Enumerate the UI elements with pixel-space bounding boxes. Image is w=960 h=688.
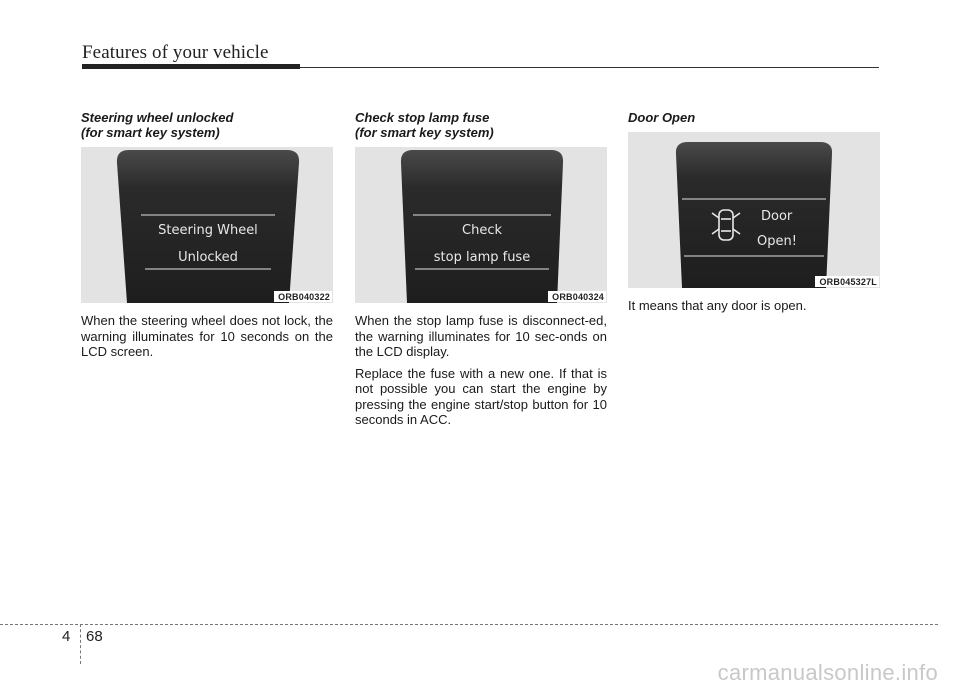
lcd-screen-shape — [676, 142, 832, 288]
section-title: Steering wheel unlocked (for smart key system) — [81, 110, 234, 140]
lcd-line-2: stop lamp fuse — [433, 250, 531, 265]
lcd-line-2: Open! — [757, 234, 797, 249]
section-steering-wheel-unlocked — [81, 110, 333, 360]
chapter-number: 4 — [62, 628, 71, 645]
section-paragraph: It means that any door is open. — [628, 298, 807, 313]
lcd-line-1: Steering Wheel — [158, 223, 258, 238]
lcd-line-1: Check — [462, 223, 502, 238]
figure-label: ORB045327L — [815, 276, 879, 287]
section-paragraph: Replace the fuse with a new one. If that is not possible you can start the engine by pressing the engine start/stop button for 10 seconds in ACC. — [355, 365, 607, 427]
lcd-line-1: Door — [761, 209, 793, 224]
watermark: carmanualsonline.info — [717, 660, 938, 685]
footer-rule — [0, 624, 938, 625]
section-door-open — [628, 110, 880, 314]
figure-check-stop-lamp-fuse — [355, 147, 607, 303]
figure-label: ORB040322 — [274, 291, 332, 302]
section-title: Check stop lamp fuse (for smart key system) — [355, 110, 494, 140]
section-paragraph: When the steering wheel does not lock, the warning illuminates for 10 seconds on the LCD screen. — [81, 313, 333, 359]
figure-steering-wheel-unlocked — [81, 147, 333, 303]
lcd-illustration — [628, 132, 880, 288]
section-title: Door Open — [628, 110, 696, 125]
figure-door-open — [628, 132, 880, 288]
header-bar — [82, 64, 300, 69]
figure-label: ORB040324 — [548, 291, 606, 302]
header-rule — [300, 67, 879, 68]
lcd-line-2: Unlocked — [178, 250, 238, 265]
section-paragraph: When the stop lamp fuse is disconnect-ed, the warning illuminates for 10 sec-onds on the LCD display. — [355, 313, 607, 359]
page-number: 68 — [86, 628, 103, 645]
lcd-illustration — [81, 147, 333, 303]
lcd-illustration — [355, 147, 607, 303]
section-check-stop-lamp-fuse — [355, 110, 607, 428]
footer-divider — [80, 624, 81, 664]
page-header-title: Features of your vehicle — [82, 42, 269, 63]
